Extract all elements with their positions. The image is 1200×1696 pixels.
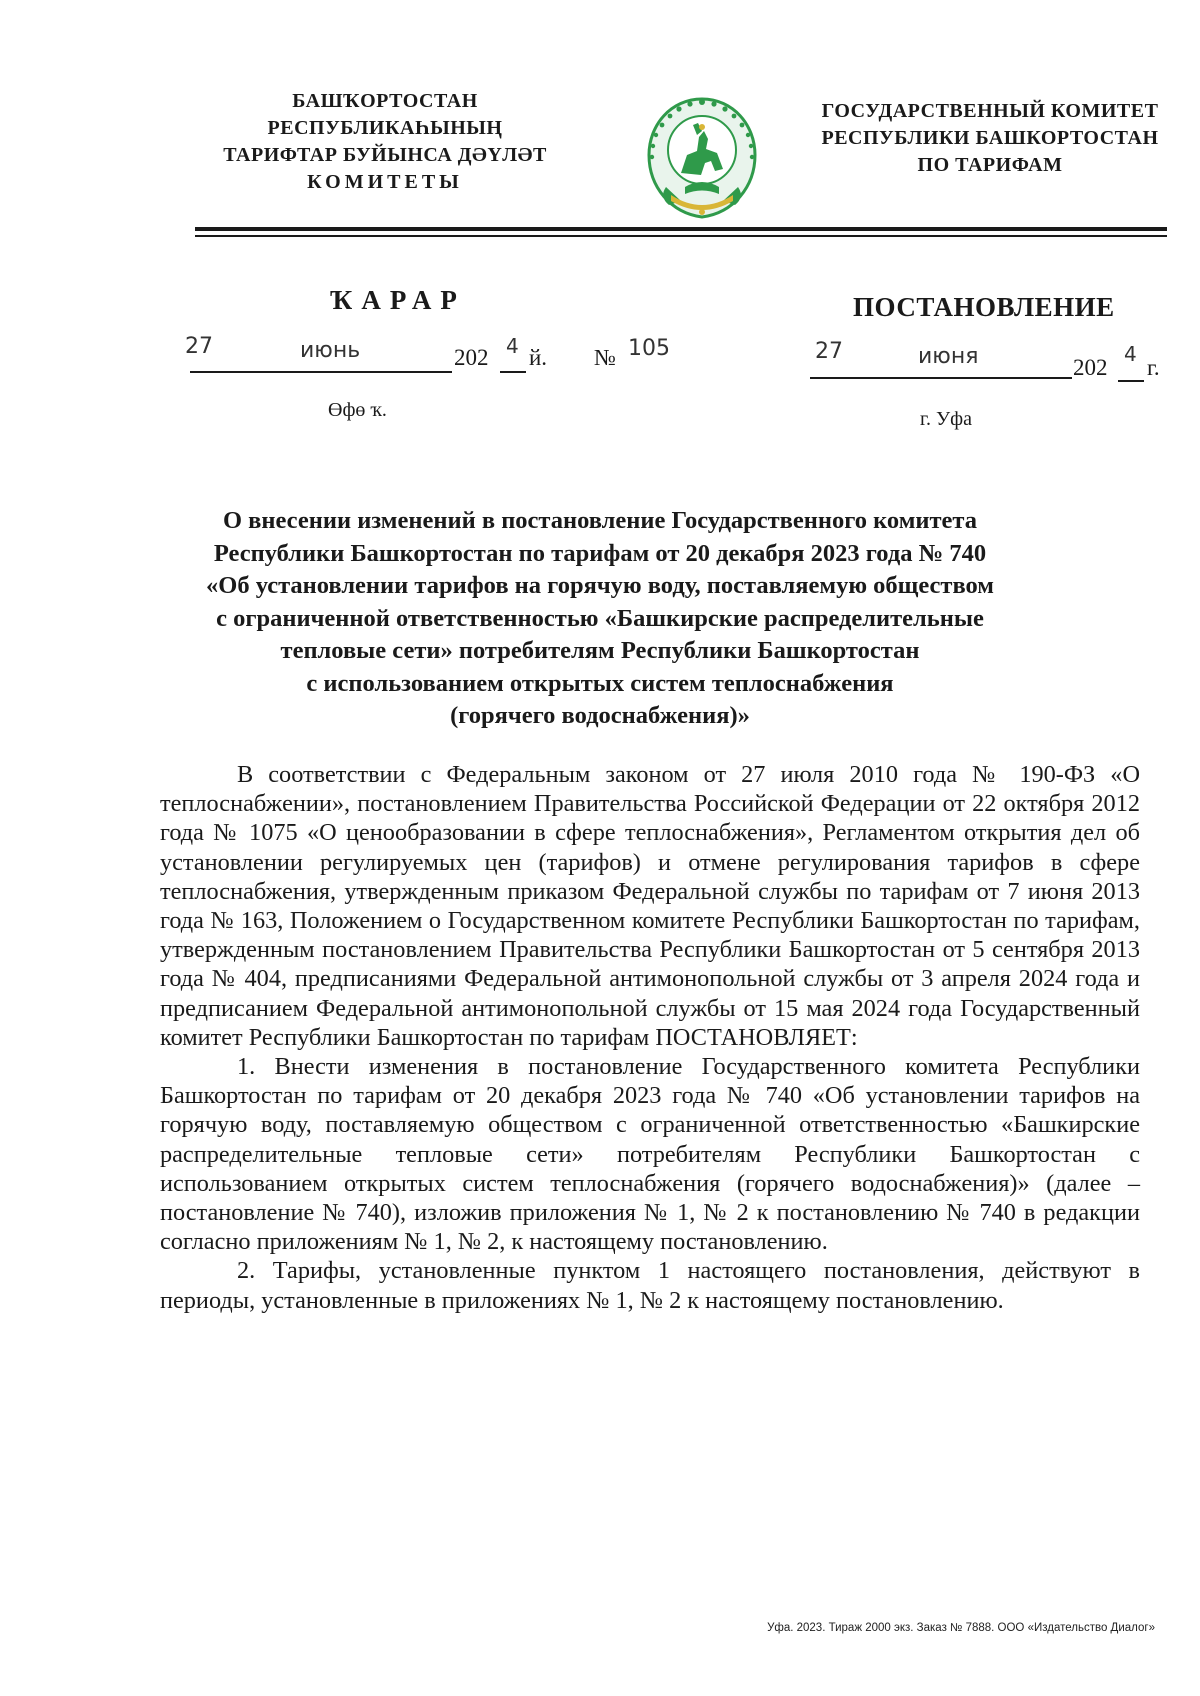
printer-imprint: Уфа. 2023. Тираж 2000 экз. Заказ № 7888. ООО «Издательство Диалог» [767, 1622, 1155, 1634]
russian-date-underline [810, 377, 1072, 379]
document-body [160, 760, 1140, 1315]
number-sign: № [594, 345, 616, 370]
bashkir-issuer-header [175, 88, 595, 196]
bashkortostan-coat-of-arms-icon [641, 95, 763, 221]
russian-header-line-3: ПО ТАРИФАМ [917, 154, 1063, 176]
clause-1-paragraph: 1. Внести изменения в постановление Государственного комитета Республики Башкортостан по тарифам от 20 декабря 2023 года № 740 «Об установлении тарифов на горячую воду, поставляемую обществом с ограниченной ответственностью «Башкирские распределительные тепловые сети» потребителям Республики Башкортостан с использованием открытых систем теплоснабжения (горячего водоснабжения)» (далее – постановление № 740), изложив приложения № 1, № 2 к постановлению № 740 в редакции согласно приложениям № 1, № 2, к настоящему постановлению. [160, 1053, 1140, 1256]
preamble-paragraph: В соответствии с Федеральным законом от 27 июля 2010 года № 190-ФЗ «О теплоснабжении», постановлением Правительства Российской Федерации от 22 октября 2012 года № 1075 «О ценообразовании в сфере теплоснабжения», Регламентом открытия дел об установлении регулируемых цен (тарифов) и отмене регулирования тарифов в сфере теплоснабжения, утвержденным приказом Федеральной службы по тарифам от 7 июня 2013 года № 163, Положением о Государственном комитете Республики Башкортостан по тарифам, утвержденным постановлением Правительства Республики Башкортостан от 5 сентября 2013 года № 404, предписаниями Федеральной антимонопольной службы от 3 апреля 2024 года и предписанием Федеральной антимонопольной службы от 15 мая 2024 года Государственный комитет Республики Башкортостан по тарифам ПОСТАНОВЛЯЕТ: [160, 761, 1140, 1051]
document-number: 105 [628, 336, 670, 361]
russian-year-digit: 4 [1124, 342, 1137, 366]
bashkir-date-underline [190, 371, 452, 373]
place-bashkir: Өфө ҡ. [328, 399, 387, 421]
doc-type-bashkir: ҠАРАР [330, 285, 466, 315]
title-line: (горячего водоснабжения)» [450, 702, 750, 729]
header-divider-thick [195, 227, 1167, 231]
russian-date-day: 27 [815, 339, 843, 364]
russian-date-month: июня [918, 344, 979, 369]
title-line: «Об установлении тарифов на горячую воду, поставляемую обществом [206, 572, 994, 599]
doc-type-russian: ПОСТАНОВЛЕНИЕ [853, 292, 1115, 322]
russian-year-prefix: 202 [1073, 355, 1108, 380]
russian-issuer-header [805, 98, 1175, 179]
russian-header-line-2: РЕСПУБЛИКИ БАШКОРТОСТАН [821, 127, 1159, 149]
document-title [160, 505, 1040, 733]
bashkir-year-prefix: 202 [454, 345, 489, 370]
title-line: тепловые сети» потребителям Республики Башкортостан [280, 637, 920, 664]
russian-year-suffix: г. [1147, 355, 1160, 380]
title-line: Республики Башкортостан по тарифам от 20 декабря 2023 года № 740 [213, 539, 987, 567]
russian-header-line-1: ГОСУДАРСТВЕННЫЙ КОМИТЕТ [821, 100, 1159, 122]
title-line: О внесении изменений в постановление Государственного комитета [222, 507, 978, 534]
bashkir-header-line-2: ТАРИФТАР БУЙЫНСА ДӘҮЛӘТ [223, 144, 547, 166]
bashkir-year-suffix: й. [529, 345, 548, 370]
header-divider-thin [195, 235, 1167, 237]
title-line: с использованием открытых систем теплоснабжения [306, 669, 894, 697]
russian-year-underline [1118, 380, 1144, 382]
bashkir-year-underline [500, 371, 526, 373]
bashkir-year-digit: 4 [506, 334, 519, 358]
bashkir-date-day: 27 [185, 334, 213, 359]
title-line: с ограниченной ответственностью «Башкирские распределительные [216, 604, 984, 632]
clause-2-paragraph: 2. Тарифы, установленные пунктом 1 настоящего постановления, действуют в периоды, установленные в приложениях № 1, № 2 к настоящему постановлению. [160, 1257, 1140, 1314]
bashkir-header-line-1: БАШҠОРТОСТАН РЕСПУБЛИКАҺЫНЫҢ [267, 90, 503, 139]
place-russian: г. Уфа [920, 408, 972, 430]
bashkir-date-month: июнь [300, 338, 361, 363]
bashkir-header-line-3: КОМИТЕТЫ [307, 171, 463, 193]
